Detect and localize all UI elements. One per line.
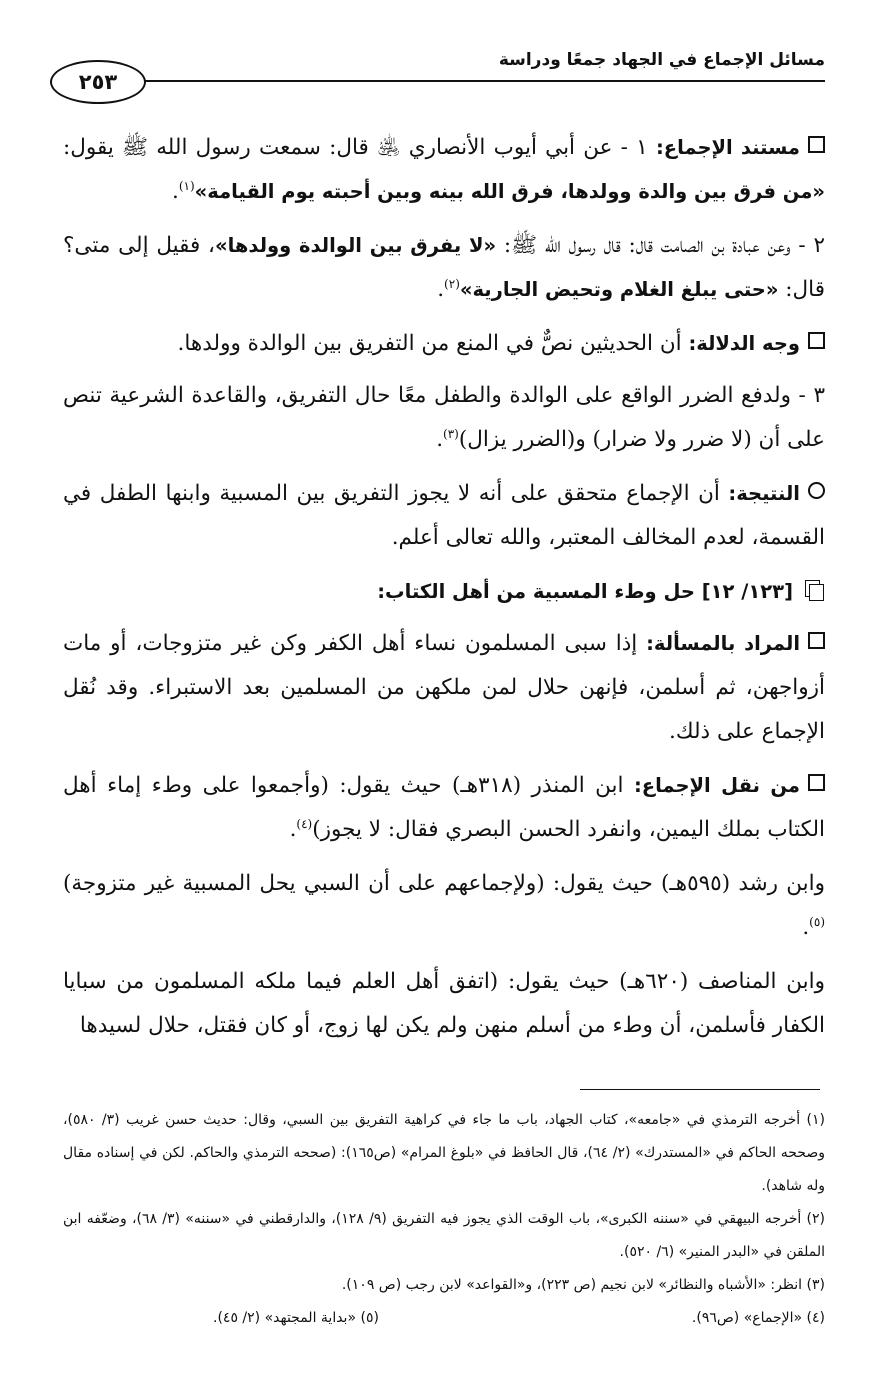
paragraph-text: ، فقيل إلى متى؟ قال: [63,233,825,302]
square-bullet-icon [808,632,825,649]
paragraph-transmitters [63,764,825,852]
paragraph-harm-rule [63,374,825,462]
paragraph-ibn-almunasif [63,960,825,1048]
hadith-quote: «لا يفرق بين الوالدة وولدها» [214,234,497,257]
paragraph-ibn-rushd [63,862,825,950]
section-label: وجه الدلالة: [688,332,800,355]
issue-heading [63,570,825,614]
footnote-ref: (٢) [444,276,460,291]
paragraph-text: وابن المناصف (٦٢٠هـ) حيث يقول: (اتفق أهل العلم فيما ملكه المسلمون من سبايا الكفار فأسلمن، أن وطء من أسلم منهن ولم يكن لها زوج، أو كان فقتل، حلال لسيدها [63,969,825,1038]
footnote-5: (٥) «بداية المجتهد» (٢/ ٤٥). [213,1310,379,1326]
paragraph-text: إذا سبى المسلمون نساء أهل الكفر وكن غير متزوجات، أو مات أزواجهن، ثم أسلمن، فإنهن حلال لمن ملكهن من المسلمين بعد الاستبراء. وقد نُقل الإجماع على ذلك. [63,631,825,744]
paragraph-end: . [289,817,297,842]
section-label: من نقل الإجماع: [633,774,800,797]
paragraph-text: ١ - عن أبي أيوب الأنصاري ﵁ قال: سمعت رسول الله ﷺ يقول: [63,135,656,160]
running-header: مسائل الإجماع في الجهاد جمعًا ودراسة [498,50,825,70]
footnote-ref: (٥) [809,914,825,929]
section-label: مستند الإجماع: [655,136,800,159]
documents-icon [805,580,825,600]
main-text [63,126,825,1058]
hadith-quote: «من فرق بين والدة وولدها، فرق الله بينه وبين أحبته يوم القيامة» [194,180,825,203]
footnote-ref: (٤) [296,816,313,831]
paragraph-text: ٣ - ولدفع الضرر الواقع على الوالدة والطفل معًا حال التفريق، والقاعدة الشرعية تنص على أن (لا ضرر ولا ضرار) و(الضرر يزال) [63,383,825,452]
square-bullet-icon [808,136,825,153]
footnote-ref: (١) [178,178,195,193]
paragraph-text: ٢ - وعن عبادة بن الصامت قال: قال رسول الله ﷺ: [496,233,826,258]
paragraph-text: أن الإجماع متحقق على أنه لا يجوز التفريق بين المسبية وابنها الطفل في القسمة، لعدم المخالف المعتبر، والله تعالى أعلم. [63,481,825,550]
paragraph-end: . [437,277,445,302]
issue-heading-text: [١٢٣/ ١٢] حل وطء المسبية من أهل الكتاب: [377,580,793,603]
paragraph-meaning [63,622,825,754]
square-bullet-icon [808,774,825,791]
paragraph-text: وابن رشد (٥٩٥هـ) حيث يقول: (ولإجماعهم على أن السبي يحل المسبية غير متزوجة) [63,871,825,896]
footnote-4: (٤) «الإجماع» (ص٩٦). [691,1310,825,1326]
footnote-1: (١) أخرجه الترمذي في «جامعه»، كتاب الجهاد، باب ما جاء في كراهية التفريق بين السبي، وقال: حديث حسن غريب (٣/ ٥٨٠)، وصححه الحاكم في «المستدرك» (٢/ ٦٤)، قال الحافظ في «بلوغ المرام» (ص١٦٥): (صححه الترمذي والحاكم. لكن في إسناده مقال وله شاهد). [63,1112,825,1194]
hadith-quote: «حتى يبلغ الغلام وتحيض الجارية» [459,278,779,301]
paragraph-end: . [172,179,179,204]
section-label: المراد بالمسألة: [646,632,800,655]
paragraph-indication [63,322,825,366]
paragraph-text: أن الحديثين نصٌّ في المنع من التفريق بين الوالدة وولدها. [177,331,689,356]
paragraph-evidence [63,126,825,214]
section-label: النتيجة: [728,482,800,505]
paragraph-end: . [802,915,810,940]
header-rule [128,80,825,82]
footnotes [63,1104,825,1335]
footnote-3: (٣) انظر: «الأشباه والنظائر» لابن نجيم (ص ٢٢٣)، و«القواعد» لابن رجب (ص ١٠٩). [341,1277,825,1293]
paragraph-hadith-2 [63,224,825,312]
footnote-row [63,1302,825,1335]
paragraph-text: ابن المنذر (٣١٨هـ) حيث يقول: (وأجمعوا على وطء إماء أهل الكتاب بملك اليمين، وانفرد الحسن البصري فقال: لا يجوز) [63,773,825,842]
paragraph-result [63,472,825,560]
footnote-separator [580,1089,820,1090]
circle-bullet-icon [808,482,825,499]
footnote-ref: (٣) [443,426,459,441]
page-number-badge: ٢٥٣ [50,60,146,104]
square-bullet-icon [808,332,825,349]
footnote-2: (٢) أخرجه البيهقي في «سننه الكبرى»، باب الوقت الذي يجوز فيه التفريق (٩/ ١٢٨)، والدارقطني في «سننه» (٣/ ٦٨)، وضعّفه ابن الملقن في «البدر المنير» (٦/ ٥٢٠). [63,1211,826,1260]
paragraph-end: . [436,427,444,452]
